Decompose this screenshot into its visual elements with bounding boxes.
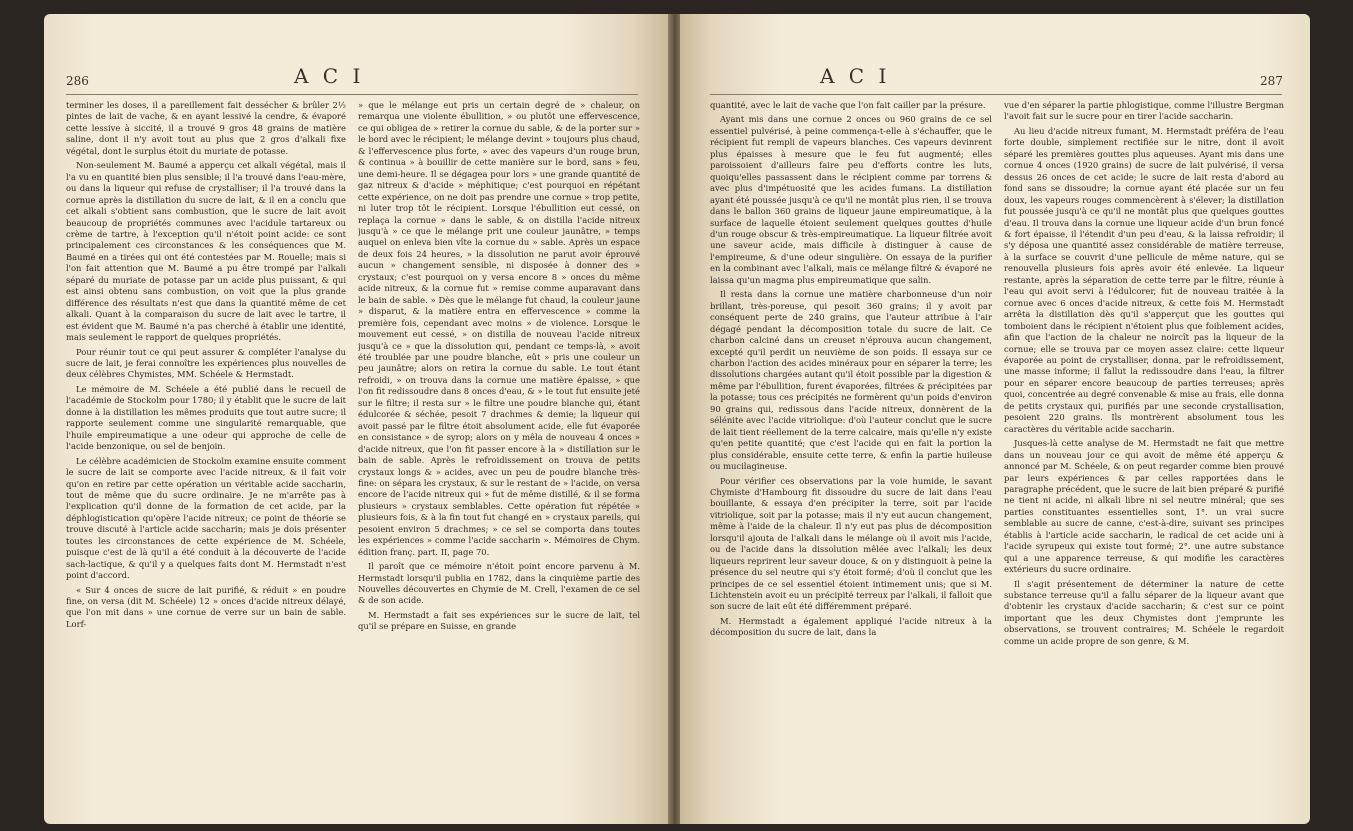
paragraph: Il resta dans la cornue une matière charbonneuse d'un noir brillant, très-poreuse, qui pesoit 360 grains; il y avoit par conséquent perte de 240 grains, que l'auteur attribue à l'air dégagé pendant la décomposition totale du sucre de lait. Ce charbon calciné dans un creuset n'éprouva aucun changement, excepté qu'il perdit un neuvième de son poids. Il essaya sur ce charbon l'action des acides minéraux pour en séparer la terre; les dissolutions chargées autant qu'il étoit possible par la digestion & même par l'ébullition, furent évaporées, filtrées & précipitées par la potasse; tous ces précipités ne formèrent qu'un poids d'environ 90 grains qui, redissous dans l'acide nitreux, donnèrent de la sélénite avec l'acide vitriolique: d'où l'auteur conclut que le sucre de lait tient réellement de la terre calcaire, mais qu'elle n'y existe qu'en petite quantité; que c'est l'acide qui en fait la portion la plus considérable, ensuite cette terre, & enfin la partie huileuse ou mucilagineuse. xyxy=(710,289,992,472)
right-page xyxy=(680,14,1310,824)
paragraph: Ayant mis dans une cornue 2 onces ou 960 grains de ce sel essentiel pulvérisé, à peine commença-t-elle à s'échauffer, que le récipient fut rempli de vapeurs blanches. Ces vapeurs devinrent plus épaisses à mesure que le feu fut augmenté; elles paroissoient d'ailleurs faire peu d'efforts contre les luts, quoiqu'elles passassent dans le récipient comme par torrens & avec plus d'impétuosité que les acides fumans. La distillation ayant été poussée jusqu'à ce qu'il ne montât plus rien, il se trouva dans le ballon 360 grains de liqueur jaune empireumatique, à la surface de laquelle étoient seulement quelques gouttes d'huile d'un rouge obscur & très-empireumatique. La liqueur filtrée avoit une saveur acide, mais difficile à distinguer à cause de l'empireume, & d'une odeur singulière. On essaya de la purifier en la combinant avec l'alkali, mais ce mélange filtré & évaporé ne laissa qu'un magma plus empireumatique que salin. xyxy=(710,114,992,285)
paragraph: » que le mélange eut pris un certain degré de » chaleur, on remarqua une violente ébullition, » ou plutôt une effervescence, ce qui obligea de » retirer la cornue du sable, & de la porter sur » le bord avec le récipient; le mélange devint » toujours plus chaud, & l'effervescence plus forte, » avec des vapeurs d'un rouge brun, & continua » à bouillir de cette manière sur le bord, sans » feu, une demi-heure. Il se dégagea pour lors » une grande quantité de gaz nitreux & d'acide » méphitique; c'est pourquoi en répétant cette expérience, on ne doit pas prendre une cornue » trop petite, ni luter trop tôt le récipient. Lorsque l'ébullition eut cessé, on replaça la cornue » dans le sable, & on distilla l'acide nitreux jusqu'à » ce que le mélange prit une couleur jaunâtre, » temps auquel on enleva bien vîte la cornue du » sable. Après un espace de deux fois 24 heures, » la dissolution ne parut avoir éprouvé aucun » changement sensible, ni disposée à donner des » crystaux; c'est pourquoi on y versa encore 8 » onces du même acide nitreux, & la cornue fut » remise comme auparavant dans le bain de sable. » Dès que le mélange fut chaud, la couleur jaune » disparut, & la matière entra en effervescence » comme la première fois, cependant avec moins » de violence. Lorsque le mouvement eut cessé, » on distilla de nouveau l'acide nitreux jusqu'à ce » que la dissolution qui, pendant ce temps-là, » avoit été troublée par une poudre blanche, eût » pris une couleur un peu jaunâtre; alors on retira la cornue du sable. Le tout étant refroidi, » on trouva dans la cornue une matière épaisse, » que l'on fit redissoudre dans 8 onces d'eau, & » le tout fut ensuite jeté sur le filtre; il resta sur » le filtre une poudre blanche qui, étant édulcorée & séchée, pesoit 7 drachmes & demie; la liqueur qui avoit passé par le filtre étoit absolument acide, elle fut évaporée en consistance » de syrop; alors on y mêla de nouveau 4 onces » d'acide nitreux, que l'on fit passer encore à la » distillation sur le bain de sable. Après le refroidissement on trouva de petits crystaux longs & » acides, avec un peu de poudre blanche très-fine: on sépara les crystaux, & sur le restant de » l'acide, on versa encore de l'acide nitreux qui » fut de même distillé, & il se forma plusieurs » crystaux semblables. Cette opération fut répétée » plusieurs fois, & à la fin tout fut changé en » crystaux pareils, qui pesoient environ 5 drachmes; » ce sel se comporta dans toutes les expériences » comme l'acide saccharin ». Mémoires de Chym. édition franç. part. II, page 70. xyxy=(358,100,640,557)
paragraph: M. Hermstadt a fait ses expériences sur le sucre de lait, tel qu'il se prépare en Suisse, en grande xyxy=(358,609,640,632)
paragraph: « Sur 4 onces de sucre de lait purifié, & réduit » en poudre fine, on versa (dit M. Schéele) 12 » onces d'acide nitreux délayé, que l'on mit dans » une cornue de verre sur un bain de sable. Lorf- xyxy=(66,584,346,629)
paragraph: vue d'en séparer la partie phlogistique, comme l'illustre Bergman l'avoit fait sur le sucre pour en tirer l'acide saccharin. xyxy=(1004,100,1284,122)
paragraph: Non-seulement M. Baumé a apperçu cet alkali végétal, mais il l'a vu en quantité bien plus sensible; il l'a trouvé dans l'eau-mère, ou dans la liqueur qui refuse de crystalliser; il l'a trouvé dans la cornue après la distillation du sucre de lait, & il en a conclu que cet alkali s'obtient sans combustion, que le sucre de lait avoit beaucoup de propriétés communes avec l'acidule tartareux ou crème de tartre, à l'exception qu'il n'étoit point acide: ce sont principalement ces circonstances & les conséquences que M. Baumé en a tirées qui ont été contestées par M. Rouelle; mais si l'on fait attention que M. Baumé a pu être trompé par l'alkali séparé du muriate de potasse par un acide plus puissant, & qui est ainsi obtenu sans combustion, on voit que la plus grande différence des résultats n'est que dans la quantité même de cet alkali. Quant à la comparaison du sucre de lait avec le tartre, il est évident que M. Baumé n'a pas cherché à établir une identité, mais seulement le rapport de quelques propriétés. xyxy=(66,160,346,343)
running-head: A C I xyxy=(820,64,891,88)
page-number: 287 xyxy=(1260,74,1283,88)
paragraph: Pour vérifier ces observations par la voie humide, le savant Chymiste d'Hambourg fit dissoudre du sucre de lait dans l'eau bouillante, & essaya d'en précipiter la terre, soit par l'acide vitriolique, soit par la potasse; mais il n'y eut aucun changement, même à l'aide de la chaleur. Il n'y eut pas plus de décomposition lorsqu'il ajouta de l'alkali dans le mélange où il avoit mis l'acide, ou de l'acide dans la dissolution mêlée avec l'alkali; les deux liqueurs reprirent leur saveur douce, & on y distinguoit à peine la présence du sel neutre qui s'y étoit formé; d'où il conclut que les principes de ce sel essentiel étoient intimement unis; que si M. Lichtenstein avoit eu un précipité terreux par l'alkali, il falloit que son sucre de lait eût été différemment préparé. xyxy=(710,475,992,612)
page-number: 286 xyxy=(66,74,89,88)
text-column-left-2 xyxy=(358,100,640,806)
header-rule xyxy=(66,94,638,95)
paragraph: M. Hermstadt a également appliqué l'acide nitreux à la décomposition du sucre de lait, dans la xyxy=(710,615,992,638)
text-column-right-2 xyxy=(1004,100,1284,806)
left-page xyxy=(44,14,670,824)
paragraph: Il paroît que ce mémoire n'étoit point encore parvenu à M. Hermstadt lorsqu'il publia en 1782, dans la cinquième partie des Nouvelles découvertes en Chymie de M. Crell, l'examen de ce sel & de son acide. xyxy=(358,561,640,606)
paragraph: Au lieu d'acide nitreux fumant, M. Hermstadt préféra de l'eau forte double, simplement rectifiée sur le nitre, dont il avoit séparé les premières gouttes plus aqueuses. Ayant mis dans une cornue 4 onces (1920 grains) de sucre de lait pulvérisé, il versa dessus 26 onces de cet acide; le sucre de lait resta d'abord au fond sans se dissoudre; la cornue ayant été placée sur un feu doux, les vapeurs rouges commencèrent à s'élever; la distillation fut poussée jusqu'à ce qu'il ne montât plus que quelques gouttes d'eau. Il trouva dans la cornue une liqueur acide d'un brun foncé & fort épaisse, il l'étendit d'un peu d'eau, & la laissa refroidir; il s'y déposa une quantité assez considérable de matière terreuse, à la surface se couvrit d'une pellicule de même nature, qui se renouvella plusieurs fois après avoir été enlevée. La liqueur restante, après la séparation de cette terre par le filtre, réunie à l'eau qui avoit servi à l'édulcorer, fut de nouveau traitée à la cornue avec 6 onces d'acide nitreux, & cette fois M. Hermstadt arrêta la distillation dès qu'il s'apperçut que les gouttes qui tomboient dans le récipient n'étoient plus que foiblement acides, afin que l'action de la chaleur ne noircît pas la liqueur de la cornue; elle se trouva par ce moyen assez claire: cette liqueur évaporée au point de crystalliser, donna, par le refroidissement, une masse informe; il fallut la redissoudre dans l'eau, la filtrer pour en séparer encore beaucoup de parties terreuses; après quoi, concentrée au degré convenable & mise au frais, elle donna de petits crystaux qui, purifiés par une seconde crystallisation, pesoient 220 grains. Ils montrèrent absolument tous les caractères du véritable acide saccharin. xyxy=(1004,125,1284,434)
text-column-right-1 xyxy=(710,100,992,806)
paragraph: quantité, avec le lait de vache que l'on fait cailler par la présure. xyxy=(710,100,986,110)
text-column-left-1 xyxy=(66,100,346,806)
paragraph: Il s'agit présentement de déterminer la nature de cette substance terreuse qu'il a fallu séparer de la liqueur avant que d'obtenir les crystaux d'acide saccharin; & c'est sur ce point important que les deux Chymistes dont j'emprunte les observations, se trouvent contraires; M. Schéele le regardoit comme un acide propre de son genre, & M. xyxy=(1004,578,1284,646)
paragraph: Pour réunir tout ce qui peut assurer & compléter l'analyse du sucre de lait, je ferai connoître les expériences plus nouvelles de deux célèbres Chymistes, MM. Schéele & Hermstadt. xyxy=(66,346,346,380)
paragraph: Le célèbre académicien de Stockolm examine ensuite comment le sucre de lait se comporte avec l'acide nitreux, & il fait voir qu'on en retire par cette opération un véritable acide saccharin, tout de même que du sucre ordinaire. Je ne m'arrête pas à l'explication qu'il donne de la formation de cet acide, par la déphlogistication qu'opère l'acide nitreux; ce point de théorie se trouve discuté à l'article acide saccharin; mais je dois présenter toutes les circonstances de cette expérience de M. Schéele, puisque c'est de là qu'il a été conduit à la découverte de l'acide sach-lactique, & qu'il y a quelques faits dont M. Hermstadt n'est point d'accord. xyxy=(66,455,346,581)
paragraph: Le mémoire de M. Schéele a été publié dans le recueil de l'académie de Stockolm pour 1780; il y établit que le sucre de lait donne à la distillation les mêmes produits que tout autre sucre; il rapporte seulement comme une singularité remarquable, que l'huile empireumatique a une odeur qui approche de celle de l'acide benzonique, ou sel de benjoin. xyxy=(66,383,346,452)
paragraph: Jusques-là cette analyse de M. Hermstadt ne fait que mettre dans un nouveau jour ce qui avoit de même été apperçu & annoncé par M. Schéele, & on peut regarder comme bien prouvé par leurs expériences & par celles rapportées dans le paragraphe précédent, que le sucre de lait bien préparé & purifié ne tient ni acide, ni alkali libre ni sel neutre minéral; que ses parties constituantes essentielles sont, 1°. un vrai sucre semblable au sucre de canne, c'est-à-dire, suivant ses principes établis à l'article acide saccharin, le radical de cet acide uni à l'acide syrupeux qui existe tout formé; 2°. une autre substance qui a une apparence terreuse, & qui modifie les caractères extérieurs du sucre ordinaire. xyxy=(1004,438,1284,575)
header-rule xyxy=(710,94,1282,95)
paragraph: terminer les doses, il a pareillement fait dessécher & brûler 2½ pintes de lait de vache, & en ayant lessivé la cendre, & évaporé cette lessive à siccité, il a trouvé 9 gros 48 grains de matière saline, dont il n'y avoit tout au plus que 2 gros d'alkali fixe végétal, dont le surplus étoit du muriate de potasse. xyxy=(66,100,346,156)
running-head: A C I xyxy=(294,64,365,88)
